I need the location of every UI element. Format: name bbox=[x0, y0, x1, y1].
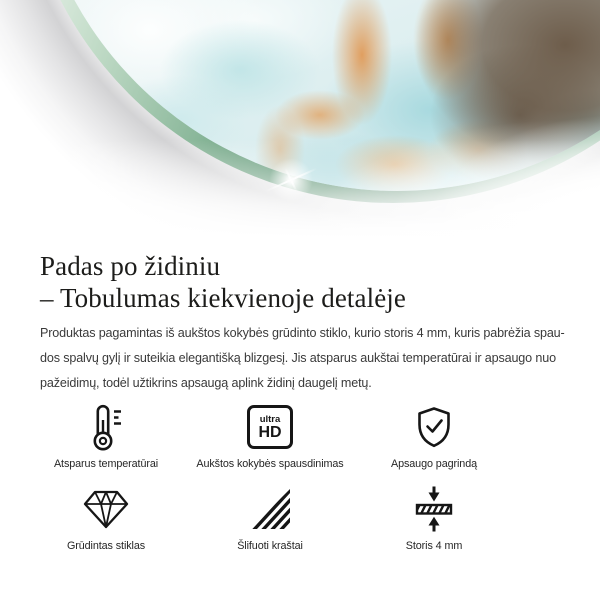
thermometer-icon bbox=[88, 403, 124, 451]
feature-item-print-quality bbox=[188, 403, 352, 471]
page-title-line1: Padas po židiniu bbox=[40, 251, 221, 282]
ultra-hd-badge-bottom: HD bbox=[258, 423, 282, 441]
feature-item-polished-edges bbox=[188, 485, 352, 553]
feature-label: Šlifuoti kraštai bbox=[237, 540, 303, 552]
intro-paragraph-line: Produktas pagamintas iš aukštos kokybės grūdinto stiklo, kurio storis 4 mm, kuris pabrėžia spau- bbox=[40, 325, 565, 340]
shield-check-icon bbox=[412, 403, 456, 451]
page-title bbox=[40, 250, 406, 314]
feature-label: Atsparus temperatūrai bbox=[53, 458, 159, 470]
feature-label: Aukštos kokybės spausdinimas bbox=[196, 458, 344, 470]
intro-paragraph bbox=[40, 321, 580, 396]
feature-label: Apsaugo pagrindą bbox=[390, 458, 478, 470]
ultra-hd-icon bbox=[247, 403, 293, 451]
beveled-edge-icon bbox=[248, 485, 292, 533]
feature-item-protects-base bbox=[352, 403, 516, 471]
product-hero-image bbox=[0, 0, 600, 250]
hero-white-fade bbox=[0, 0, 600, 250]
feature-label: Storis 4 mm bbox=[405, 540, 463, 552]
intro-paragraph-line: dos spalvų gylį ir suteikia elegantišką blizgesį. Jis atsparus aukštai temperatūrai ir apsaugo nuo bbox=[40, 350, 556, 365]
feature-item-thickness bbox=[352, 485, 516, 553]
feature-item-tempered-glass bbox=[24, 485, 188, 553]
feature-label: Grūdintas stiklas bbox=[66, 540, 146, 552]
page-title-line2: – Tobulumas kiekvienoje detalėje bbox=[40, 283, 406, 314]
diamond-icon bbox=[82, 485, 130, 533]
ultra-hd-badge-top: ultra bbox=[259, 413, 281, 425]
feature-item-temperature bbox=[24, 403, 188, 471]
thickness-icon bbox=[412, 485, 456, 533]
features-grid bbox=[24, 403, 516, 553]
intro-paragraph-line: pažeidimų, todėl užtikrins apsaugą aplink židinį daugelį metų. bbox=[40, 375, 372, 390]
